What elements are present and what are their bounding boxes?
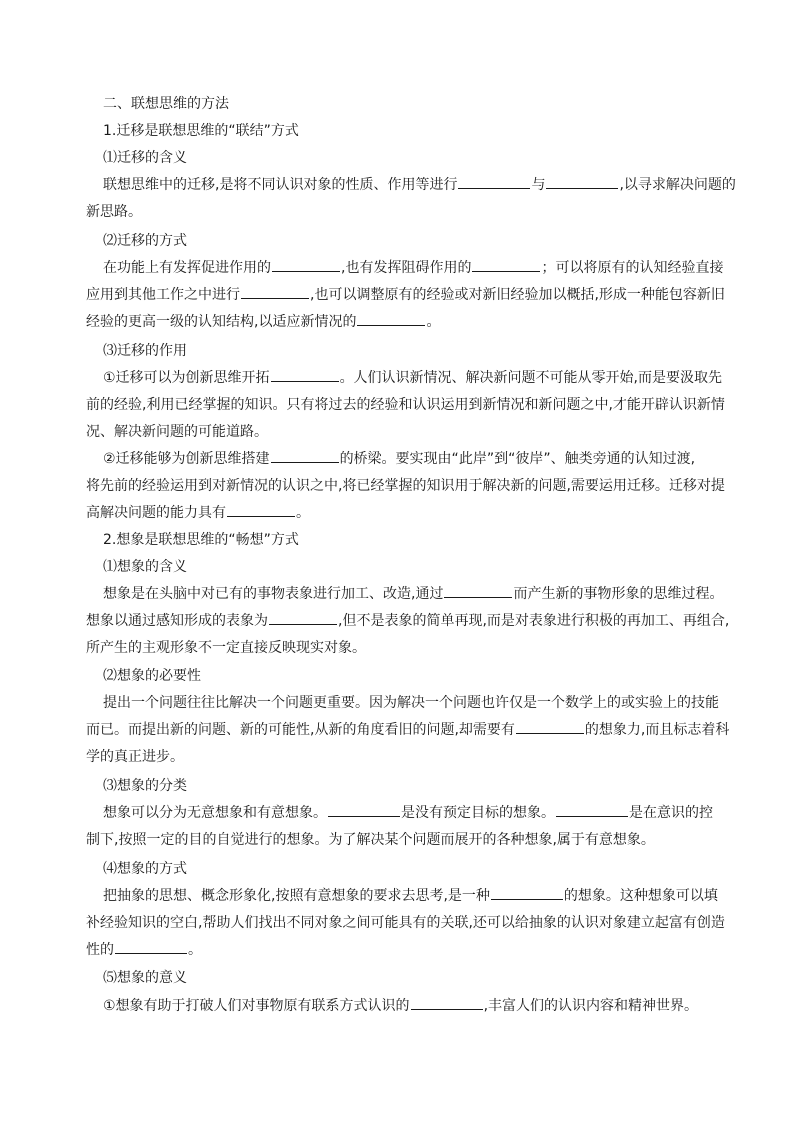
text-run: ②迁移能够为创新思维搭建 [103,451,270,467]
section-heading [103,92,794,116]
fill-blank[interactable] [241,284,309,299]
text-run: 前的经验,利用已经掌握的知识。只有将过去的经验和认识运用到新情况和新问题之中,才能开辟认识新情 [86,397,725,413]
paragraph-line [86,283,794,307]
text-run: ,也有发挥阻碍作用的 [341,260,472,276]
part1-sub3-title [103,339,794,363]
text-run: ①迁移可以为创新思维开拓 [103,370,270,386]
paragraph-line [103,173,794,197]
text-run: 补经验知识的空白,帮助人们找出不同对象之间可能具有的关联,还可以给抽象的认识对象建立起富有创造 [86,915,725,931]
paragraph-line [103,691,794,715]
text-run: ；可以将原有的认知经验直接 [541,260,724,276]
sub-title-text: ⑵想象的必要性 [103,668,201,684]
text-run: 而已。而提出新的问题、新的可能性,从新的角度看旧的问题,却需要有 [86,722,515,738]
fill-blank[interactable] [444,583,512,598]
fill-blank[interactable] [472,257,540,272]
fill-blank[interactable] [115,939,187,954]
fill-blank[interactable] [271,448,339,463]
paragraph-line [86,911,794,935]
sub-title-text: ⑴想象的含义 [103,559,187,575]
text-run: 。 [188,942,202,958]
part2-sub5-title [103,966,794,990]
paragraph-line [86,310,794,334]
text-run: 把抽象的思想、概念形象化,按照有意想象的要求去思考,是一种 [103,888,490,904]
part1-title [103,119,794,143]
paragraph-line [103,447,794,471]
sub-title-text: ⑸想象的意义 [103,970,187,986]
text-run: ,但不是表象的简单再现,而是对表象进行积极的再加工、再组合, [338,613,730,629]
sub-title-text: ⑶迁移的作用 [103,343,187,359]
fill-blank[interactable] [491,885,563,900]
text-run: 是没有预定目标的想象。 [401,805,555,821]
text-run: 。 [296,505,310,521]
paragraph-line [86,200,794,224]
text-run: 所产生的主观形象不一定直接反映现实对象。 [86,640,366,656]
paragraph-line [86,636,794,660]
text-run: ,也可以调整原有的经验或对新旧经验加以概括,形成一种能包容新旧 [310,287,725,303]
text-run: 高解决问题的能力具有 [86,505,226,521]
part1-title-text: 1.迁移是联想思维的“联结”方式 [103,123,299,139]
text-run: 经验的更高一级的认知结构,以适应新情况的 [86,314,357,330]
paragraph-line [86,718,794,742]
fill-blank[interactable] [556,802,628,817]
text-run: ,丰富人们的认识内容和精神世界。 [483,998,699,1014]
part2-sub3-title [103,774,794,798]
part2-sub1-title [103,555,794,579]
part1-sub2-title [103,229,794,253]
sub-title-text: ⑵迁移的方式 [103,233,187,249]
text-run: 在功能上有发挥促进作用的 [103,260,271,276]
text-run: ①想象有助于打破人们对事物原有联系方式认识的 [103,998,410,1014]
paragraph-line [86,474,794,498]
sub-title-text: ⑷想象的方式 [103,861,187,877]
text-run: ,以寻求解决问题的 [619,177,736,193]
fill-blank[interactable] [328,802,400,817]
fill-blank[interactable] [271,367,339,382]
text-run: 而产生新的事物形象的思维过程。 [513,586,724,602]
text-run: 提出一个问题往往比解决一个问题更重要。因为解决一个问题也许仅是一个数学上的或实验上的技能 [103,695,719,711]
fill-blank[interactable] [227,502,295,517]
text-run: 新思路。 [86,204,142,220]
text-run: 的想象力,而且标志着科 [584,722,730,738]
fill-blank[interactable] [458,174,530,189]
text-run: 是在意识的控 [629,805,713,821]
paragraph-line [86,745,794,769]
paragraph-line [86,501,794,525]
paragraph-line [103,582,794,606]
text-run: 。 [426,314,441,330]
paragraph-line [103,366,794,390]
paragraph-line [86,393,794,417]
text-run: 将先前的经验运用到对新情况的认识之中,将已经掌握的知识用于解决新的问题,需要运用迁移。迁移对提 [86,478,725,494]
fill-blank[interactable] [516,719,584,734]
fill-blank[interactable] [272,257,340,272]
fill-blank[interactable] [269,610,337,625]
part1-sub1-title [103,146,794,170]
text-run: 。人们认识新情况、解决新问题不可能从零开始,而是要汲取先 [339,370,723,386]
paragraph-line [103,884,794,908]
fill-blank[interactable] [411,995,483,1010]
paragraph-line [86,828,794,852]
part2-title-text: 2.想象是联想思维的“畅想”方式 [103,532,299,548]
sub-title-text: ⑴迁移的含义 [103,150,187,166]
paragraph-line [86,609,794,633]
text-run: 的想象。这种想象可以填 [563,888,718,904]
fill-blank[interactable] [357,311,425,326]
text-run: 况、解决新问题的可能道路。 [86,424,268,440]
part2-sub2-title [103,664,794,688]
heading-text: 二、联想思维的方法 [103,96,229,112]
text-run: 想象以通过感知形成的表象为 [86,613,268,629]
paragraph-line [86,420,794,444]
part2-title [103,528,794,552]
sub-title-text: ⑶想象的分类 [103,778,187,794]
paragraph-line [86,938,794,962]
text-run: 的桥梁。要实现由“此岸”到“彼岸”、触类旁通的认知过渡, [339,451,696,467]
paragraph-line [103,801,794,825]
part2-sub4-title [103,857,794,881]
paragraph-line [103,256,794,280]
text-run: 联想思维中的迁移,是将不同认识对象的性质、作用等进行 [103,177,458,193]
text-run: 制下,按照一定的目的自觉进行的想象。为了解决某个问题而展开的各种想象,属于有意想象。 [86,832,655,848]
text-run: 学的真正进步。 [86,749,184,765]
text-run: 想象可以分为无意想象和有意想象。 [103,805,327,821]
text-run: 性的 [86,942,114,958]
text-run: 应用到其他工作之中进行 [86,287,240,303]
text-run: 想象是在头脑中对已有的事物表象进行加工、改造,通过 [103,586,444,602]
fill-blank[interactable] [546,174,618,189]
text-run: 与 [531,177,546,193]
paragraph-line [103,994,794,1018]
